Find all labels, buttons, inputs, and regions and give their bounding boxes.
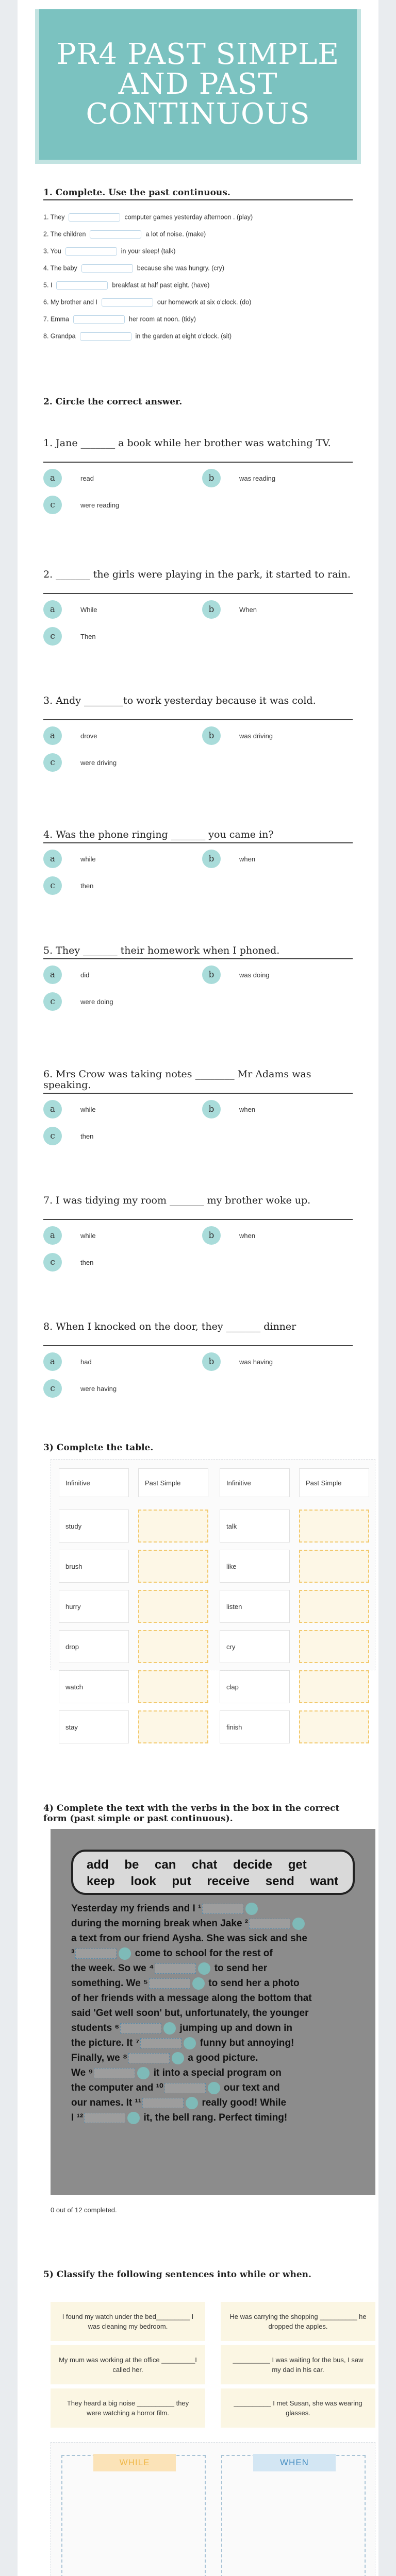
answer-option-c[interactable] xyxy=(43,992,113,1011)
question-text: 2. _______ the girls were playing in the park, it started to rain. xyxy=(43,569,351,580)
text-segment: come to school for the rest of xyxy=(135,1948,273,1959)
text-segment: really good! While xyxy=(202,2097,287,2108)
answer-option-a[interactable] xyxy=(43,1100,96,1118)
option-text: were reading xyxy=(80,501,120,509)
sentence-card[interactable]: My mum was working at the office _________I called her. xyxy=(51,2345,205,2384)
gap-input[interactable] xyxy=(75,1948,117,1959)
text-segment: jumping up and down in xyxy=(179,2023,292,2033)
gap-input[interactable] xyxy=(128,2053,170,2063)
option-letter-c: c xyxy=(43,753,62,772)
option-text: when xyxy=(239,1105,256,1113)
answer-option-a[interactable] xyxy=(43,1352,92,1371)
line-start: 4. The baby xyxy=(43,264,77,272)
option-letter-b: b xyxy=(202,600,221,619)
while-label: WHILE xyxy=(93,2454,176,2471)
option-text: had xyxy=(80,1358,92,1366)
line-start: 5. I xyxy=(43,281,53,289)
option-text: then xyxy=(80,1258,94,1266)
option-letter-b: b xyxy=(202,726,221,745)
answer-option-c[interactable] xyxy=(43,496,119,514)
option-letter-b: b xyxy=(202,469,221,487)
option-text: did xyxy=(80,971,90,979)
gap-input[interactable] xyxy=(149,1978,190,1989)
option-text: was driving xyxy=(239,732,273,740)
gap-input[interactable] xyxy=(140,2038,182,2048)
text-segment: We ⁹ xyxy=(71,2067,93,2078)
text-segment: something. We ⁵ xyxy=(71,1978,148,1989)
answer-option-a[interactable] xyxy=(43,726,97,745)
line-end: computer games yesterday afternoon . (play) xyxy=(124,213,253,221)
line-start: 6. My brother and I xyxy=(43,298,97,306)
check-dot[interactable] xyxy=(192,1977,205,1990)
infinitive-cell: talk xyxy=(220,1510,290,1543)
while-column[interactable] xyxy=(61,2455,206,2576)
worksheet-title: PR4 PAST SIMPLE AND PAST CONTINUOUS xyxy=(35,9,361,164)
line-start: 1. They xyxy=(43,213,65,221)
option-text: when xyxy=(239,1231,256,1240)
question-divider xyxy=(43,462,353,463)
worksheet-page xyxy=(18,0,378,2576)
question-divider xyxy=(43,1219,353,1220)
option-text: Then xyxy=(80,632,96,640)
check-dot[interactable] xyxy=(163,2022,176,2035)
table-header: Infinitive xyxy=(220,1468,290,1497)
sentence-card[interactable]: He was carrying the shopping __________ he dropped the apples. xyxy=(221,2302,375,2341)
question-text: 6. Mrs Crow was taking notes ________ Mr Adams was speaking. xyxy=(43,1069,311,1091)
text-segment: our names. It ¹¹ xyxy=(71,2097,142,2108)
answer-option-c[interactable] xyxy=(43,753,117,772)
question-text: 3. Andy ________to work yesterday because it was cold. xyxy=(43,695,316,706)
completion-counter: 0 out of 12 completed. xyxy=(51,2206,117,2214)
text-segment: our text and xyxy=(223,2082,280,2093)
option-letter-a: a xyxy=(43,1100,62,1118)
gap-input[interactable] xyxy=(164,2083,206,2093)
option-letter-c: c xyxy=(43,1253,62,1272)
question-divider xyxy=(43,593,353,594)
question-text: 1. Jane _______ a book while her brother was watching TV. xyxy=(43,437,331,449)
exercise-line xyxy=(43,332,232,341)
section3-heading: 3) Complete the table. xyxy=(43,1443,154,1453)
option-letter-a: a xyxy=(43,965,62,984)
option-letter-a: a xyxy=(43,1226,62,1245)
check-dot[interactable] xyxy=(186,2097,198,2109)
answer-field[interactable] xyxy=(56,281,108,290)
option-text: while xyxy=(80,1105,96,1113)
exercise-photo xyxy=(51,1829,375,2195)
check-dot[interactable] xyxy=(127,2112,140,2124)
answer-field[interactable] xyxy=(90,230,141,239)
question-text: 5. They _______ their homework when I phoned. xyxy=(43,945,280,956)
option-letter-b: b xyxy=(202,1352,221,1371)
answer-option-b[interactable] xyxy=(202,965,270,984)
exercise-line xyxy=(43,264,224,273)
gap-input[interactable] xyxy=(142,2098,184,2108)
option-letter-c: c xyxy=(43,876,62,895)
text-segment: it into a special program on xyxy=(153,2067,282,2078)
past-simple-field[interactable] xyxy=(138,1550,208,1583)
text-segment: students ⁶ xyxy=(71,2023,120,2033)
check-dot[interactable] xyxy=(292,1918,305,1930)
option-text: when xyxy=(239,855,256,863)
past-simple-field[interactable] xyxy=(138,1630,208,1663)
option-letter-a: a xyxy=(43,850,62,868)
line-end: her room at noon. (tidy) xyxy=(129,315,196,323)
section1-heading: 1. Complete. Use the past continuous. xyxy=(43,188,353,200)
option-letter-b: b xyxy=(202,1226,221,1245)
exercise-line xyxy=(43,315,196,324)
gap-input[interactable] xyxy=(249,1919,290,1929)
infinitive-cell: finish xyxy=(220,1710,290,1743)
option-letter-c: c xyxy=(43,992,62,1011)
answer-option-a[interactable] xyxy=(43,600,97,619)
text-segment: I ¹² xyxy=(71,2112,84,2123)
verb-box: add be can chat decide get keep look put receive send want xyxy=(71,1850,355,1895)
answer-option-b[interactable] xyxy=(202,850,255,868)
option-letter-a: a xyxy=(43,726,62,745)
question-text: 7. I was tidying my room _______ my brother woke up. xyxy=(43,1195,311,1206)
check-dot[interactable] xyxy=(198,1962,210,1975)
answer-option-a[interactable] xyxy=(43,469,94,487)
line-start: 8. Grandpa xyxy=(43,332,76,340)
answer-option-b[interactable] xyxy=(202,726,273,745)
answer-option-b[interactable] xyxy=(202,1226,255,1245)
answer-field[interactable] xyxy=(80,332,131,341)
classify-drop-area xyxy=(51,2442,375,2576)
option-letter-c: c xyxy=(43,627,62,646)
text-segment: during the morning break when Jake ² xyxy=(71,1918,249,1929)
sentence-card[interactable]: __________ I met Susan, she was wearing glasses. xyxy=(221,2388,375,2428)
sentence-card[interactable]: I found my watch under the bed_________ I was cleaning my bedroom. xyxy=(51,2302,205,2341)
line-start: 3. You xyxy=(43,247,61,255)
exercise-line xyxy=(43,213,253,222)
option-letter-c: c xyxy=(43,1127,62,1145)
sentence-card[interactable]: __________ I was waiting for the bus, I saw my dad in his car. xyxy=(221,2345,375,2384)
answer-option-c[interactable] xyxy=(43,1127,93,1145)
gap-input[interactable] xyxy=(155,1963,196,1974)
option-letter-b: b xyxy=(202,850,221,868)
text-segment: to send her a photo xyxy=(208,1978,300,1989)
answer-option-b[interactable] xyxy=(202,600,257,619)
answer-field[interactable] xyxy=(73,315,125,324)
answer-option-c[interactable] xyxy=(43,627,96,646)
option-letter-a: a xyxy=(43,600,62,619)
answer-option-b[interactable] xyxy=(202,469,275,487)
line-end: in your sleep! (talk) xyxy=(121,247,176,255)
text-segment: the picture. It ⁷ xyxy=(71,2038,140,2048)
when-column[interactable] xyxy=(221,2455,366,2576)
question-divider xyxy=(43,1093,353,1094)
check-dot[interactable] xyxy=(184,2037,196,2049)
past-simple-field[interactable] xyxy=(138,1710,208,1743)
option-letter-a: a xyxy=(43,469,62,487)
option-text: while xyxy=(80,1231,96,1240)
sentence-card[interactable]: They heard a big noise __________ they were watching a horror film. xyxy=(51,2388,205,2428)
gap-input[interactable] xyxy=(202,1904,243,1914)
infinitive-cell: hurry xyxy=(59,1590,129,1623)
line-end: breakfast at half past eight. (have) xyxy=(112,281,210,289)
infinitive-cell: cry xyxy=(220,1630,290,1663)
text-segment: Yesterday my friends and I ¹ xyxy=(71,1903,202,1914)
option-text: was doing xyxy=(239,971,270,979)
table-header: Past Simple xyxy=(299,1468,369,1497)
table-header: Past Simple xyxy=(138,1468,208,1497)
text-segment: to send her xyxy=(214,1963,268,1974)
past-simple-field[interactable] xyxy=(138,1510,208,1543)
infinitive-cell: listen xyxy=(220,1590,290,1623)
exercise-line xyxy=(43,298,251,307)
line-start: 2. The children xyxy=(43,230,86,238)
text-segment: a good picture. xyxy=(188,2053,258,2063)
past-simple-field[interactable] xyxy=(299,1510,369,1543)
gap-input[interactable] xyxy=(84,2113,125,2123)
answer-option-c[interactable] xyxy=(43,1253,93,1272)
option-text: read xyxy=(80,474,94,482)
infinitive-cell: drop xyxy=(59,1630,129,1663)
infinitive-cell: stay xyxy=(59,1710,129,1743)
answer-option-a[interactable] xyxy=(43,850,96,868)
text-segment: the week. So we ⁴ xyxy=(71,1963,154,1974)
check-dot[interactable] xyxy=(137,2067,150,2079)
answer-option-c[interactable] xyxy=(43,876,93,895)
option-letter-c: c xyxy=(43,1379,62,1398)
check-dot[interactable] xyxy=(172,2052,184,2064)
answer-field[interactable] xyxy=(102,298,153,307)
question-divider xyxy=(43,719,353,720)
infinitive-cell: study xyxy=(59,1510,129,1543)
answer-option-a[interactable] xyxy=(43,1226,96,1245)
option-text: When xyxy=(239,605,257,614)
line-end: because she was hungry. (cry) xyxy=(137,264,225,272)
line-end: in the garden at eight o'clock. (sit) xyxy=(135,332,232,340)
line-end: our homework at six o'clock. (do) xyxy=(157,298,252,306)
line-start: 7. Emma xyxy=(43,315,70,323)
line-end: a lot of noise. (make) xyxy=(145,230,206,238)
section5-heading: 5) Classify the following sentences into while or when. xyxy=(43,2269,311,2280)
exercise-line xyxy=(43,281,209,290)
infinitive-cell: watch xyxy=(59,1670,129,1703)
text-segment: Finally, we ⁸ xyxy=(71,2053,127,2063)
past-simple-field[interactable] xyxy=(299,1590,369,1623)
answer-field[interactable] xyxy=(81,264,133,273)
exercise-line xyxy=(43,230,206,239)
answer-option-b[interactable] xyxy=(202,1352,273,1371)
check-dot[interactable] xyxy=(245,1903,258,1915)
answer-field[interactable] xyxy=(69,213,120,222)
section4-heading: 4) Complete the text with the verbs in the box in the correct form (past simple or past continuous). xyxy=(43,1803,340,1824)
question-text: 8. When I knocked on the door, they _______ dinner xyxy=(43,1321,296,1332)
option-text: then xyxy=(80,1132,94,1140)
text-segment: of her friends with a message along the bottom that xyxy=(71,1993,312,2004)
answer-option-a[interactable] xyxy=(43,965,89,984)
answer-field[interactable] xyxy=(65,247,117,256)
text-segment: funny but annoying! xyxy=(200,2038,294,2048)
infinitive-cell: like xyxy=(220,1550,290,1583)
gap-input[interactable] xyxy=(120,2023,161,2033)
question-divider xyxy=(43,1345,353,1346)
answer-option-c[interactable] xyxy=(43,1379,117,1398)
question-divider xyxy=(43,958,353,959)
section2-heading: 2. Circle the correct answer. xyxy=(43,397,183,407)
text-segment: ³ xyxy=(71,1948,75,1959)
option-text: were driving xyxy=(80,758,117,767)
table-header: Infinitive xyxy=(59,1468,129,1497)
text-segment: the computer and ¹⁰ xyxy=(71,2082,163,2093)
past-simple-field[interactable] xyxy=(138,1670,208,1703)
option-text: were doing xyxy=(80,997,113,1006)
text-segment: it, the bell rang. Perfect timing! xyxy=(143,2112,288,2123)
check-dot[interactable] xyxy=(119,1947,131,1960)
infinitive-cell: clap xyxy=(220,1670,290,1703)
option-letter-b: b xyxy=(202,1100,221,1118)
option-text: was reading xyxy=(239,474,276,482)
past-simple-field[interactable] xyxy=(138,1590,208,1623)
text-segment: said 'Get well soon' but, unfortunately, the younger xyxy=(71,2008,309,2019)
option-letter-b: b xyxy=(202,965,221,984)
option-text: While xyxy=(80,605,97,614)
check-dot[interactable] xyxy=(208,2082,220,2094)
question-divider xyxy=(43,842,353,843)
past-simple-field[interactable] xyxy=(299,1550,369,1583)
past-simple-field[interactable] xyxy=(299,1630,369,1663)
option-text: were having xyxy=(80,1384,117,1393)
option-letter-a: a xyxy=(43,1352,62,1371)
past-simple-field[interactable] xyxy=(299,1710,369,1743)
option-letter-c: c xyxy=(43,496,62,514)
answer-option-b[interactable] xyxy=(202,1100,255,1118)
when-label: WHEN xyxy=(253,2454,336,2471)
gap-input[interactable] xyxy=(94,2068,135,2078)
option-text: was having xyxy=(239,1358,273,1366)
option-text: then xyxy=(80,882,94,890)
gap-fill-text xyxy=(71,1901,360,2125)
past-simple-field[interactable] xyxy=(299,1670,369,1703)
option-text: while xyxy=(80,855,96,863)
option-text: drove xyxy=(80,732,97,740)
exercise-line xyxy=(43,247,175,256)
text-segment: a text from our friend Aysha. She was sick and she xyxy=(71,1933,307,1944)
infinitive-cell: brush xyxy=(59,1550,129,1583)
question-text: 4. Was the phone ringing _______ you came in? xyxy=(43,829,274,840)
